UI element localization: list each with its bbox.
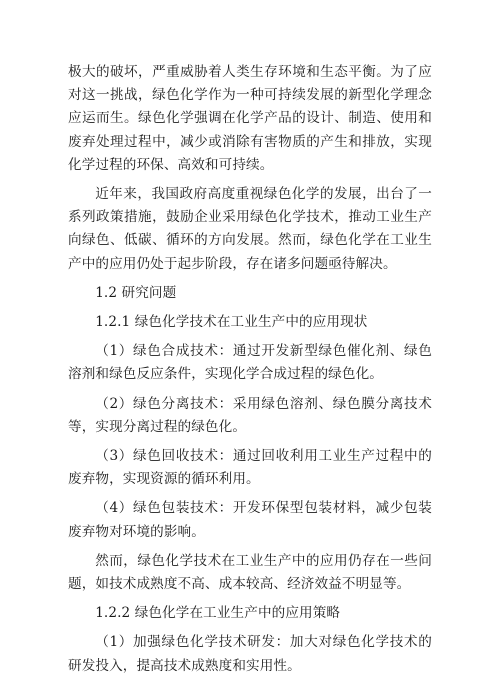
list-item-green-synthesis: （1）绿色合成技术：通过开发新型绿色催化剂、绿色溶剂和绿色反应条件，实现化学合成过程的绿色化。 — [68, 343, 432, 383]
paragraph-intro-continuation: 极大的破坏，严重威胁着人类生存环境和生态平衡。为了应对这一挑战，绿色化学作为一种可持续发展的新型化学理念应运而生。绿色化学强调在化学产品的设计、制造、使用和废弃处理过程中，减少或消除有害物质的产生和排放，实现化学过程的环保、高效和可持续。 — [68, 64, 432, 173]
subsection-heading-1-2-2: 1.2.2 绿色化学在工业生产中的应用策略 — [95, 605, 341, 622]
paragraph-policy: 近年来，我国政府高度重视绿色化学的发展，出台了一系列政策措施，鼓励企业采用绿色化学技术，推动工业生产向绿色、低碳、循环的方向发展。然而，绿色化学在工业生产中的应用仍处于起步阶段，存在诸多问题亟待解决。 — [68, 186, 432, 272]
document-body — [68, 61, 432, 678]
section-heading-1-2: 1.2 研究问题 — [95, 284, 177, 301]
list-item-green-separation: （2）绿色分离技术：采用绿色溶剂、绿色膜分离技术等，实现分离过程的绿色化。 — [68, 395, 432, 435]
list-item-green-recycling: （3）绿色回收技术：通过回收利用工业生产过程中的废弃物，实现资源的循环利用。 — [68, 448, 432, 488]
list-item-green-packaging: （4）绿色包装技术：开发环保型包装材料，减少包装废弃物对环境的影响。 — [68, 500, 432, 540]
paragraph-problems: 然而，绿色化学技术在工业生产中的应用仍存在一些问题，如技术成熟度不高、成本较高、经济效益不明显等。 — [68, 552, 432, 593]
subsection-heading-1-2-1: 1.2.1 绿色化学技术在工业生产中的应用现状 — [95, 314, 368, 331]
list-item-strengthen-rnd: （1）加强绿色化学技术研发：加大对绿色化学技术的研发投入，提高技术成熟度和实用性。 — [68, 634, 432, 674]
